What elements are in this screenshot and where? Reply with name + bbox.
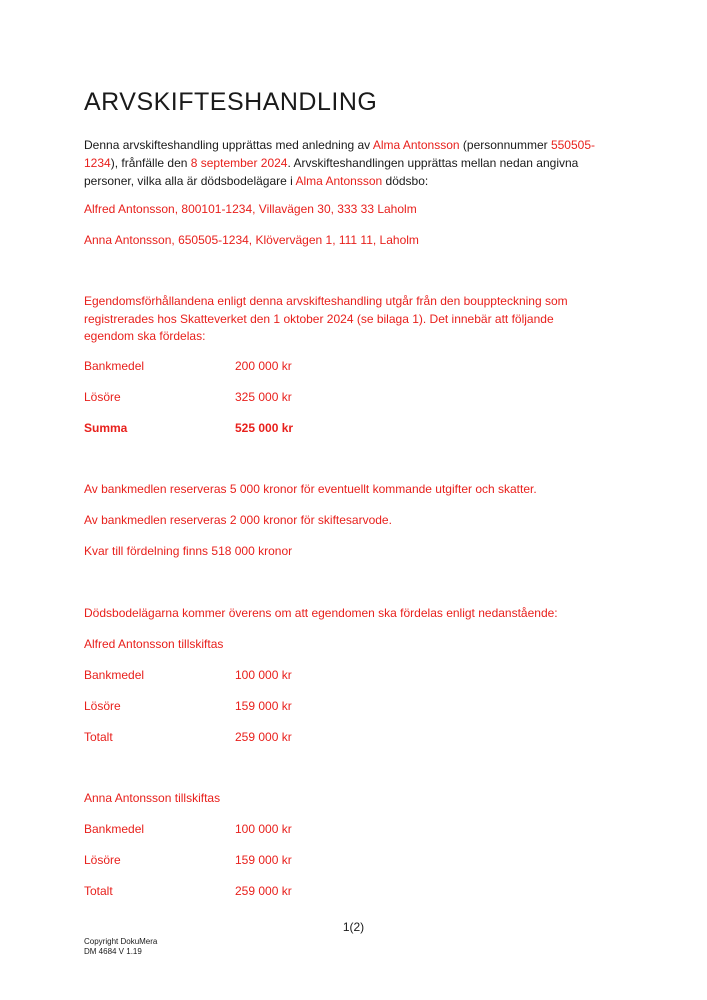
heir-line-2: Anna Antonsson, 650505-1234, Klövervägen 1, 111 11, Laholm [84,233,419,247]
page-number: 1(2) [342,920,365,934]
estate-row-value: 325 000 kr [235,390,292,404]
reservation-line-2: Av bankmedlen reserveras 2 000 kronor för skiftesarvode. [84,513,392,527]
remaining-amount-line: Kvar till fördelning finns 518 000 kronor [84,544,293,558]
footer-copyright: Copyright DokuMera [84,937,158,946]
distribution-row-label: Totalt [84,730,113,744]
deceased-name: Alma Antonsson [372,138,460,152]
intro-text-1: Denna arvskifteshandling upprättas med anledning av [84,138,373,152]
reservation-line-1: Av bankmedlen reserveras 5 000 kronor för eventuellt kommande utgifter och skatter. [84,482,537,496]
estate-paragraph-line-1: Egendomsförhållandena enligt denna arvskifteshandling utgår från den bouppteckning som [84,294,568,308]
distribution-row-value: 159 000 kr [235,699,292,713]
intro-text-3: ), frånfälle den [110,156,191,170]
distribution-row-label: Bankmedel [84,668,145,682]
distribution-intro: Dödsbodelägarna kommer överens om att egendomen ska fördelas enligt nedanstående: [84,606,558,620]
distribution-row-label: Lösöre [84,699,121,713]
estate-paragraph-line-3: egendom ska fördelas: [84,329,206,343]
estate-row-value: 200 000 kr [235,359,292,373]
estate-row-label: Bankmedel [84,359,145,373]
estate-total-label: Summa [84,421,128,435]
estate-row-label: Lösöre [84,390,121,404]
distribution-row-value: 100 000 kr [235,668,292,682]
distribution-row-value: 259 000 kr [235,884,292,898]
heir-distribution-heading: Alfred Antonsson tillskiftas [84,637,224,651]
distribution-row-label: Lösöre [84,853,121,867]
estate-total-value: 525 000 kr [235,421,294,435]
distribution-row-value: 159 000 kr [235,853,292,867]
distribution-row-value: 100 000 kr [235,822,292,836]
distribution-row-label: Bankmedel [84,822,145,836]
estate-paragraph-line-2: registrerades hos Skatteverket den 1 oktober 2024 (se bilaga 1). Det innebär att följande [84,312,554,326]
intro-text-2: (personnummer [459,138,551,152]
footer-doc-code: DM 4684 V 1.19 [84,947,142,956]
distribution-row-value: 259 000 kr [235,730,292,744]
heir-line-1: Alfred Antonsson, 800101-1234, Villavägen 30, 333 33 Laholm [84,202,417,216]
distribution-row-label: Totalt [84,884,113,898]
heir-distribution-heading: Anna Antonsson tillskiftas [84,791,221,805]
intro-paragraph [84,136,629,190]
intro-text-4: . Arvskifteshandlingen upprättas mellan nedan angivna personer, vilka alla är dödsbodelägare i [84,156,579,188]
deceased-name-2: Alma Antonsson [295,174,383,188]
intro-text-5: dödsbo: [382,174,429,188]
document-title: ARVSKIFTESHANDLING [84,88,378,116]
deceased-personnummer: 550505-1234 [84,138,595,170]
death-date: 8 september 2024 [190,156,288,170]
